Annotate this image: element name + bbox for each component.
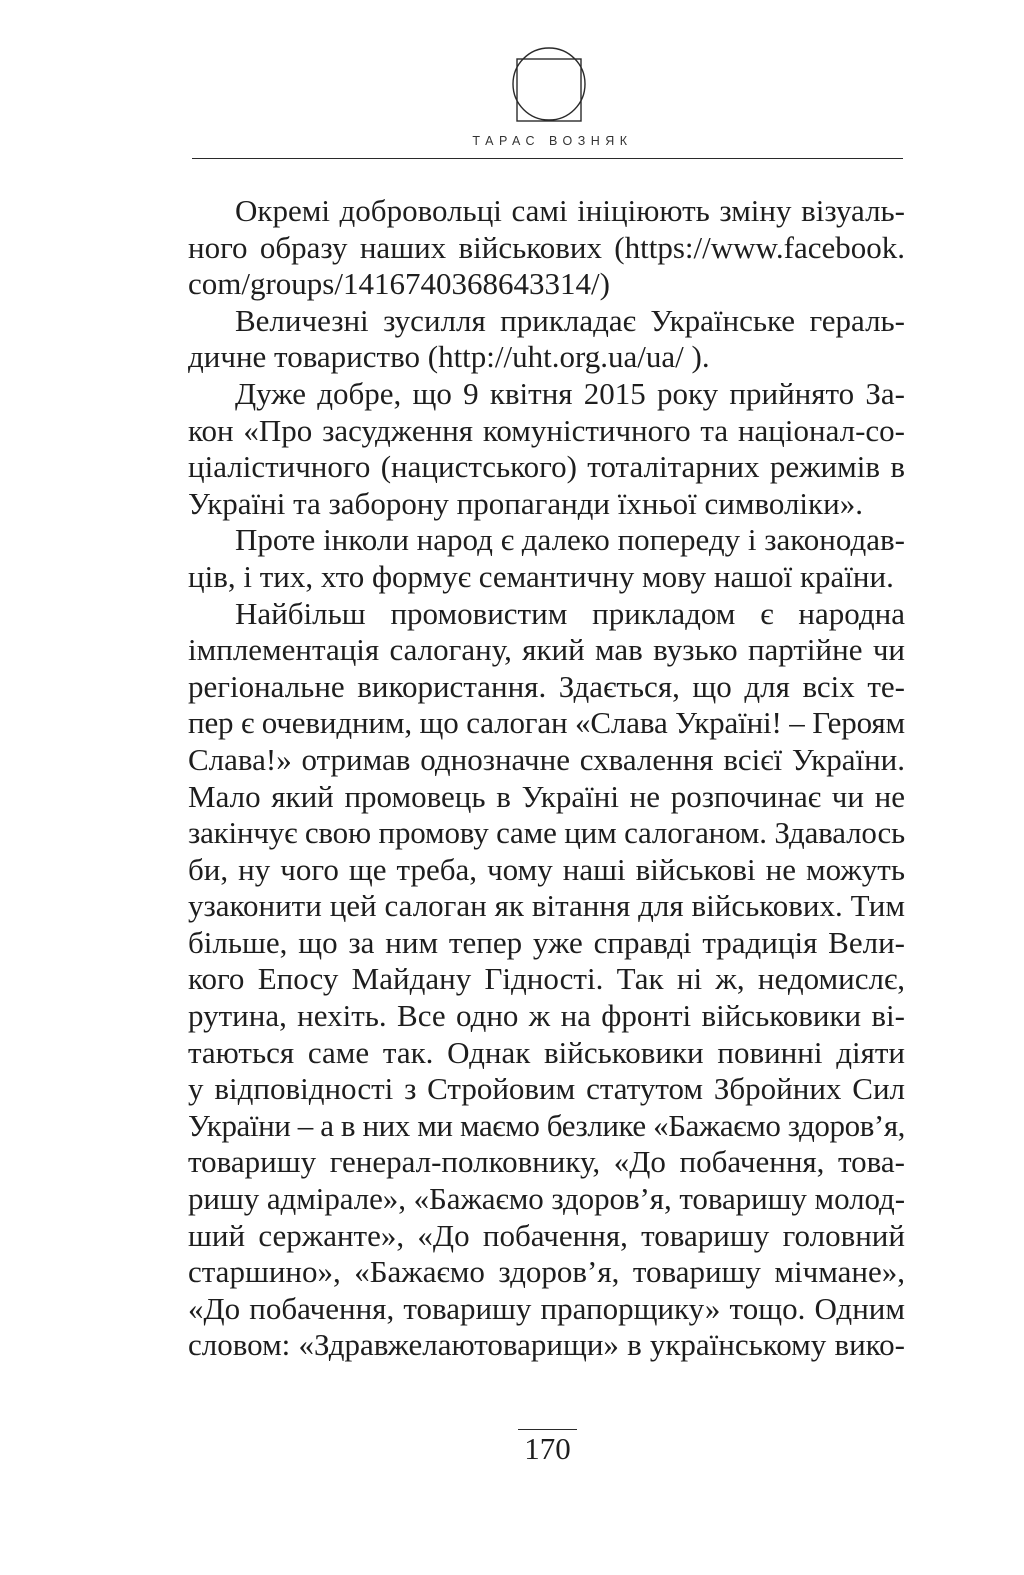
text-line: старшино», «Бажаємо здоров’я, товаришу мічмане»,	[188, 1254, 905, 1290]
text-line: би, ну чого ще треба, чому наші військові не можуть	[188, 851, 905, 887]
text-line: Україні та заборону пропаганди їхньої символіки».	[188, 485, 863, 521]
text-line: імплементація салогану, який мав вузько партійне чи	[188, 632, 905, 668]
text-line: ший сержанте», «До побачення, товаришу головний	[188, 1217, 905, 1253]
text-line: «До побачення, товаришу прапорщику» тощо. Одним	[188, 1290, 905, 1326]
text-line: ціалістичного (нацистського) тоталітарних режимів в	[188, 449, 905, 485]
text-line: ців, і тих, хто формує семантичну мову нашої країни.	[188, 558, 894, 594]
text-line: у відповідності з Стройовим статутом Збройних Сил	[188, 1071, 905, 1107]
text-line: Дуже добре, що 9 квітня 2015 року прийнято За-	[235, 375, 905, 411]
text-line: Найбільш промовистим прикладом є народна	[235, 595, 905, 631]
text-line: Величезні зусилля прикладає Українське гераль-	[235, 302, 905, 338]
text-line: закінчує свою промову саме цим салоганом. Здавалось	[188, 815, 905, 851]
text-line: більше, що за ним тепер уже справді традиція Вели-	[188, 924, 905, 960]
body-text	[188, 193, 905, 1364]
page-number-container	[192, 1429, 903, 1467]
text-line: таються саме так. Однак військовики повинні діяти	[188, 1034, 905, 1070]
text-line: товаришу генерал-полковнику, «До побачення, това-	[188, 1144, 905, 1180]
text-line: Проте інколи народ є далеко попереду і законодав-	[235, 522, 905, 558]
text-line: кого Епосу Майдану Гідності. Так ні ж, недомислє,	[188, 961, 905, 997]
running-head-author: ТАРАС ВОЗНЯК	[472, 134, 633, 148]
header-rule	[192, 158, 903, 159]
text-line: словом: «Здравжелаютоварищи» в українському вико-	[188, 1327, 905, 1363]
circle-square-emblem-icon	[511, 46, 587, 122]
text-line: регіональне використання. Здається, що для всіх те-	[188, 668, 905, 704]
text-line: кон «Про засудження комуністичного та націонал-со-	[188, 412, 905, 448]
text-line: Слава!» отримав однозначне схвалення всієї України.	[188, 741, 905, 777]
text-line: Мало який промовець в Україні не розпочинає чи не	[188, 778, 905, 814]
text-line: ного образу наших військових (https://www.facebook.	[188, 229, 905, 265]
text-line: України – а в них ми маємо безлике «Бажаємо здоров’я,	[188, 1107, 906, 1143]
text-line: com/groups/1416740368643314/)	[188, 266, 610, 302]
text-line: пер є очевидним, що салоган «Слава Україні! – Героям	[188, 705, 905, 741]
text-line: дичне товариство (http://uht.org.ua/ua/ ).	[188, 339, 710, 375]
text-line: рутина, нехіть. Все одно ж на фронті військовики ві-	[188, 998, 905, 1034]
page-number: 170	[518, 1429, 577, 1464]
text-line: Окремі добровольці самі ініціюють зміну візуаль-	[235, 193, 905, 228]
text-line: ришу адмірале», «Бажаємо здоров’я, товаришу молод-	[188, 1181, 905, 1217]
text-line: узаконити цей салоган як вітання для військових. Тим	[188, 888, 905, 924]
